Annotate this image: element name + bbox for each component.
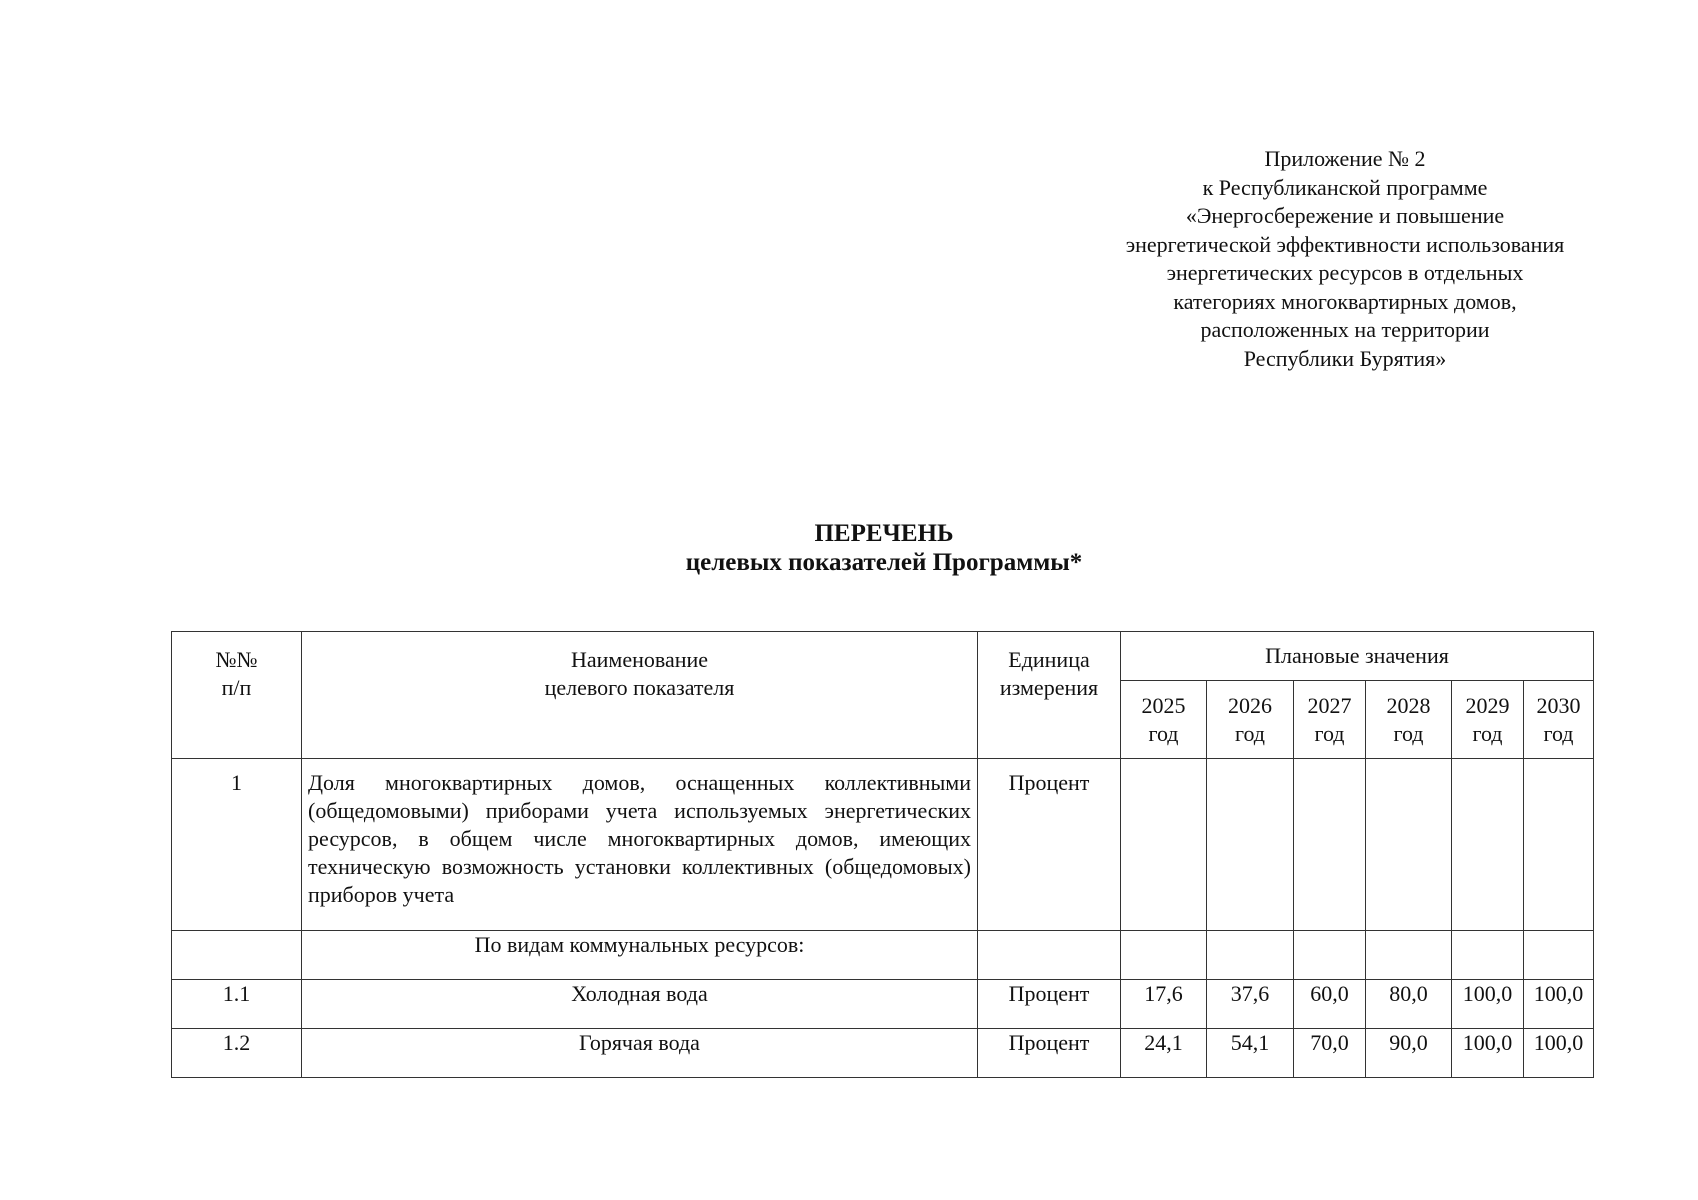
table-row: [172, 759, 1594, 931]
appendix-note: [1085, 145, 1605, 373]
document-title-line1: ПЕРЕЧЕНЬ: [814, 520, 954, 547]
header-year: [1524, 681, 1594, 759]
header-planned-values: Плановые значения: [1121, 632, 1594, 681]
value-cell: 100,0: [1452, 1029, 1524, 1078]
header-year: [1121, 681, 1207, 759]
table-row: [172, 1029, 1594, 1078]
header-year-suffix: год: [1148, 720, 1179, 746]
header-year: [1207, 681, 1294, 759]
indicator-name: Горячая вода: [302, 1029, 978, 1078]
value-cell: 24,1: [1121, 1029, 1207, 1078]
header-year-suffix: год: [1393, 720, 1424, 746]
header-year-value: 2025: [1141, 692, 1186, 718]
header-year-suffix: год: [1543, 720, 1574, 746]
value-cell: 70,0: [1294, 1029, 1366, 1078]
header-year-value: 2026: [1228, 692, 1272, 718]
header-indicator-name: [302, 632, 978, 759]
appendix-line: расположенных на территории: [1200, 317, 1490, 342]
value-cell: [1452, 759, 1524, 931]
value-cell: 90,0: [1366, 1029, 1452, 1078]
table-row: [172, 980, 1594, 1029]
value-cell: [1366, 931, 1452, 980]
header-year-suffix: год: [1472, 720, 1503, 746]
value-cell: 60,0: [1294, 980, 1366, 1029]
unit-cell: [978, 931, 1121, 980]
table-row: [172, 931, 1594, 980]
value-cell: [1452, 931, 1524, 980]
value-cell: [1121, 931, 1207, 980]
header-year-value: 2028: [1386, 692, 1431, 718]
appendix-line: к Республиканской программе: [1202, 174, 1488, 200]
indicator-name: Холодная вода: [302, 980, 978, 1029]
header-year: [1366, 681, 1452, 759]
header-year: [1452, 681, 1524, 759]
value-cell: [1524, 931, 1594, 980]
header-year-value: 2030: [1536, 692, 1581, 718]
table-header-row: [172, 632, 1594, 681]
value-cell: [1121, 759, 1207, 931]
unit-cell: Процент: [978, 980, 1121, 1029]
value-cell: [1294, 759, 1366, 931]
document-title-line2: целевых показателей Программы*: [685, 549, 1083, 576]
unit-cell: Процент: [978, 759, 1121, 931]
header-name-line1: Наименование: [570, 647, 709, 672]
value-cell: 80,0: [1366, 980, 1452, 1029]
row-number: 1.1: [172, 980, 302, 1029]
appendix-line: энергетических ресурсов в отдельных: [1166, 260, 1524, 285]
unit-cell: Процент: [978, 1029, 1121, 1078]
indicator-name: Доля многоквартирных домов, оснащенных коллективными (общедомовыми) приборами учета используемых энергетических ресурсов, в общем числе многоквартирных домов, имеющих техническую возможность установки коллективных (общедомовых) приборов учета: [302, 759, 978, 931]
group-label: По видам коммунальных ресурсов:: [302, 931, 978, 980]
value-cell: [1207, 759, 1294, 931]
row-number: [172, 931, 302, 980]
appendix-line: категориях многоквартирных домов,: [1173, 288, 1517, 314]
value-cell: [1524, 759, 1594, 931]
value-cell: [1366, 759, 1452, 931]
header-year-value: 2027: [1307, 692, 1352, 718]
header-unit-line1: Единица: [1008, 647, 1090, 672]
row-number: 1: [172, 759, 302, 931]
header-year-suffix: год: [1234, 720, 1266, 746]
appendix-line: «Энергосбережение и повышение: [1185, 203, 1505, 228]
header-year-value: 2029: [1465, 692, 1510, 718]
value-cell: 54,1: [1207, 1029, 1294, 1078]
header-year-suffix: год: [1314, 720, 1345, 746]
target-indicators-table: [171, 631, 1594, 1078]
document-title: [0, 519, 1698, 577]
value-cell: 17,6: [1121, 980, 1207, 1029]
header-name-line2: целевого показателя: [544, 675, 735, 700]
appendix-line: энергетической эффективности использования: [1125, 231, 1565, 257]
header-number: [172, 632, 302, 759]
header-number-line2: п/п: [221, 675, 252, 700]
header-unit-line2: измерения: [999, 675, 1099, 700]
header-number-line1: №№: [215, 647, 258, 672]
value-cell: [1294, 931, 1366, 980]
header-year: [1294, 681, 1366, 759]
value-cell: 37,6: [1207, 980, 1294, 1029]
appendix-line: Приложение № 2: [1264, 146, 1426, 171]
value-cell: 100,0: [1452, 980, 1524, 1029]
value-cell: [1207, 931, 1294, 980]
appendix-line: Республики Бурятия»: [1243, 345, 1447, 371]
value-cell: 100,0: [1524, 980, 1594, 1029]
value-cell: 100,0: [1524, 1029, 1594, 1078]
row-number: 1.2: [172, 1029, 302, 1078]
header-unit: [978, 632, 1121, 759]
